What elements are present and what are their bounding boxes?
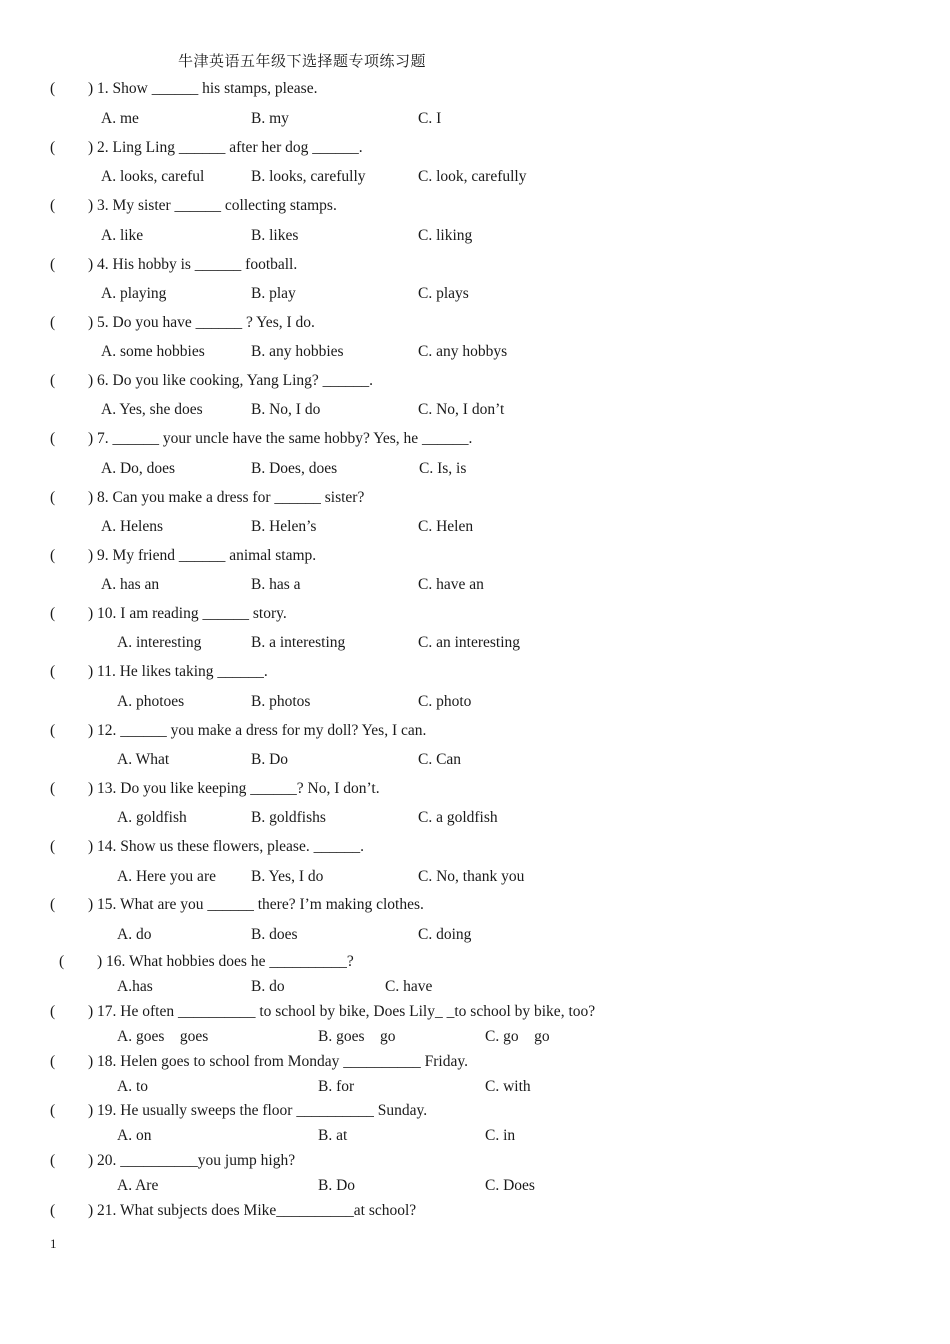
answer-blank[interactable]	[50, 430, 88, 448]
question-9	[50, 547, 316, 565]
option-b: B. goldfishs	[251, 809, 326, 826]
option-c: C. go go	[485, 1028, 550, 1045]
option-c: C. any hobbys	[418, 343, 508, 360]
option-a: A. What	[117, 751, 170, 768]
question-4	[50, 256, 297, 274]
question-stem: ) 6. Do you like cooking, Yang Ling? ______.	[88, 372, 374, 389]
option-b: B. Do	[318, 1177, 356, 1194]
option-a: A. has an	[101, 576, 160, 593]
question-stem: ) 18. Helen goes to school from Monday __________ Friday.	[88, 1053, 468, 1070]
option-c: C. in	[485, 1127, 516, 1144]
option-a: A. photoes	[117, 693, 185, 710]
option-b: B. for	[318, 1078, 355, 1095]
question-16	[59, 953, 354, 971]
answer-blank[interactable]	[50, 1102, 88, 1120]
option-b: B. do	[251, 978, 285, 995]
question-6	[50, 372, 373, 390]
question-1	[50, 80, 317, 98]
answer-blank[interactable]	[50, 547, 88, 565]
answer-blank[interactable]	[50, 139, 88, 157]
question-stem: ) 21. What subjects does Mike__________at school?	[88, 1202, 417, 1219]
option-b: B. a interesting	[251, 634, 346, 651]
option-c: C. No, I don’t	[418, 401, 505, 418]
option-a: A.has	[117, 978, 153, 995]
question-stem: ) 7. ______ your uncle have the same hobby? Yes, he ______.	[88, 430, 473, 447]
option-c: C. photo	[418, 693, 472, 710]
option-c: C. Is, is	[419, 460, 467, 477]
answer-blank[interactable]	[50, 1152, 88, 1170]
answer-blank[interactable]	[50, 489, 88, 507]
option-c: C. No, thank you	[418, 868, 525, 885]
option-c: C. an interesting	[418, 634, 521, 651]
question-19	[50, 1102, 427, 1120]
option-b: B. Does, does	[251, 460, 338, 477]
question-8	[50, 489, 364, 507]
answer-blank[interactable]	[50, 256, 88, 274]
option-b: B. likes	[251, 227, 299, 244]
question-3	[50, 197, 337, 215]
option-b: B. No, I do	[251, 401, 321, 418]
question-stem: ) 11. He likes taking ______.	[88, 663, 268, 680]
option-a: A. on	[117, 1127, 152, 1144]
option-a: A. looks, careful	[101, 168, 205, 185]
question-stem: ) 17. He often __________ to school by bike, Does Lily_ _to school by bike, too?	[88, 1003, 596, 1020]
question-stem: ) 14. Show us these flowers, please. ______.	[88, 838, 364, 855]
option-c: C. with	[485, 1078, 531, 1095]
option-b: B. any hobbies	[251, 343, 344, 360]
option-a: A. interesting	[117, 634, 202, 651]
question-stem: ) 16. What hobbies does he __________?	[97, 953, 354, 970]
answer-blank[interactable]	[50, 372, 88, 390]
option-c: C. plays	[418, 285, 469, 302]
question-stem: ) 5. Do you have ______ ? Yes, I do.	[88, 314, 315, 331]
question-stem: ) 12. ______ you make a dress for my doll? Yes, I can.	[88, 722, 427, 739]
answer-blank[interactable]	[50, 1003, 88, 1021]
option-b: B. Yes, I do	[251, 868, 324, 885]
option-a: A. Here you are	[117, 868, 216, 885]
question-stem: ) 19. He usually sweeps the floor __________ Sunday.	[88, 1102, 428, 1119]
question-stem: ) 13. Do you like keeping ______? No, I don’t.	[88, 780, 380, 797]
question-7	[50, 430, 472, 448]
question-17	[50, 1003, 595, 1021]
question-stem: ) 2. Ling Ling ______ after her dog ______.	[88, 139, 363, 156]
answer-blank[interactable]	[59, 953, 97, 971]
option-c: C. Helen	[418, 518, 474, 535]
option-b: B. does	[251, 926, 298, 943]
option-c: C. have an	[418, 576, 484, 593]
question-10	[50, 605, 287, 623]
option-b: B. Do	[251, 751, 289, 768]
option-a: A. playing	[101, 285, 167, 302]
answer-blank[interactable]	[50, 896, 88, 914]
question-stem: ) 8. Can you make a dress for ______ sister?	[88, 489, 365, 506]
option-c: C. have	[385, 978, 433, 995]
question-stem: ) 10. I am reading ______ story.	[88, 605, 287, 622]
option-a: A. like	[101, 227, 144, 244]
answer-blank[interactable]	[50, 314, 88, 332]
question-15	[50, 896, 424, 914]
question-5	[50, 314, 315, 332]
option-a: A. goldfish	[117, 809, 187, 826]
option-c: C. a goldfish	[418, 809, 498, 826]
answer-blank[interactable]	[50, 663, 88, 681]
option-b: B. Helen’s	[251, 518, 317, 535]
option-a: A. Yes, she does	[101, 401, 203, 418]
answer-blank[interactable]	[50, 80, 88, 98]
option-b: B. photos	[251, 693, 311, 710]
question-stem: ) 3. My sister ______ collecting stamps.	[88, 197, 337, 214]
option-a: A. Do, does	[101, 460, 176, 477]
question-stem: ) 20. __________you jump high?	[88, 1152, 296, 1169]
answer-blank[interactable]	[50, 197, 88, 215]
option-a: A. goes goes	[117, 1028, 209, 1045]
option-b: B. at	[318, 1127, 348, 1144]
question-18	[50, 1053, 468, 1071]
question-20	[50, 1152, 295, 1170]
question-2	[50, 139, 363, 157]
answer-blank[interactable]	[50, 838, 88, 856]
answer-blank[interactable]	[50, 722, 88, 740]
option-a: A. some hobbies	[101, 343, 205, 360]
option-b: B. looks, carefully	[251, 168, 366, 185]
answer-blank[interactable]	[50, 780, 88, 798]
question-stem: ) 9. My friend ______ animal stamp.	[88, 547, 317, 564]
option-b: B. play	[251, 285, 296, 302]
question-11	[50, 663, 268, 681]
option-b: B. has a	[251, 576, 301, 593]
question-13	[50, 780, 380, 798]
question-stem: ) 4. His hobby is ______ football.	[88, 256, 298, 273]
option-a: A. me	[101, 110, 139, 127]
option-a: A. do	[117, 926, 152, 943]
question-21	[50, 1202, 416, 1220]
option-a: A. Are	[117, 1177, 159, 1194]
question-14	[50, 838, 364, 856]
option-a: A. Helens	[101, 518, 163, 535]
answer-blank[interactable]	[50, 605, 88, 623]
option-c: C. doing	[418, 926, 472, 943]
option-c: C. Can	[418, 751, 462, 768]
page-number: 1	[50, 1236, 57, 1251]
option-b: B. goes go	[318, 1028, 396, 1045]
option-c: C. look, carefully	[418, 168, 527, 185]
question-stem: ) 1. Show ______ his stamps, please.	[88, 80, 318, 97]
answer-blank[interactable]	[50, 1053, 88, 1071]
option-c: C. liking	[418, 227, 473, 244]
option-c: C. I	[418, 110, 442, 127]
answer-blank[interactable]	[50, 1202, 88, 1220]
option-a: A. to	[117, 1078, 148, 1095]
question-12	[50, 722, 426, 740]
question-stem: ) 15. What are you ______ there? I’m making clothes.	[88, 896, 424, 913]
page-title: 牛津英语五年级下选择题专项练习题	[178, 52, 427, 70]
option-b: B. my	[251, 110, 289, 127]
option-c: C. Does	[485, 1177, 535, 1194]
